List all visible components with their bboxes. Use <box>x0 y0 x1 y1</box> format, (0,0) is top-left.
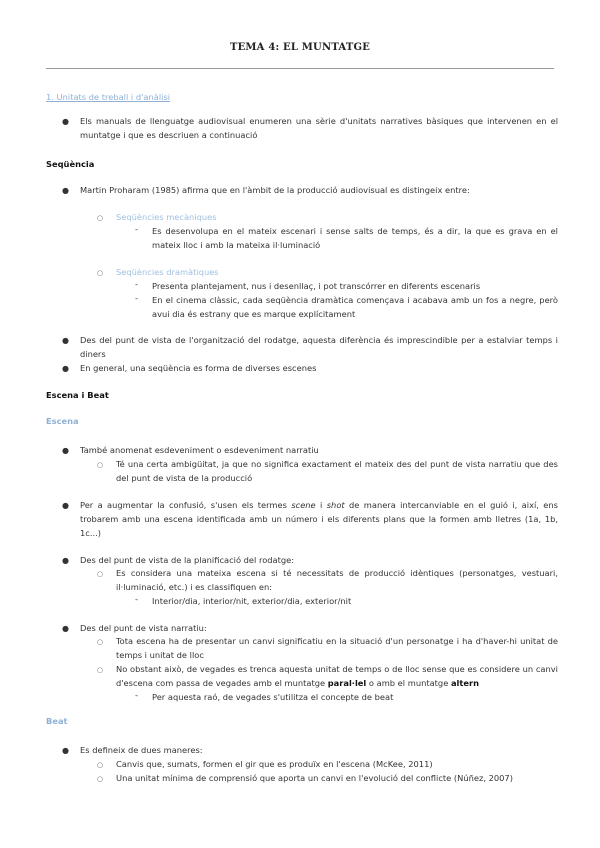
beat-item-1: Es defineix de dues maneres: <box>80 745 203 755</box>
circle-bullet-icon: ○ <box>97 570 104 578</box>
circle-bullet-icon: ○ <box>97 214 104 222</box>
subheading-escena: Escena <box>46 416 79 426</box>
subheading-beat: Beat <box>46 716 68 726</box>
dash-icon: - <box>135 293 138 303</box>
escena-item-2-mid: i <box>315 500 327 510</box>
bullet-icon: ● <box>62 186 69 195</box>
circle-bullet-icon: ○ <box>97 761 104 769</box>
title-divider <box>46 68 554 69</box>
term-scene: scene <box>291 500 316 510</box>
circle-bullet-icon: ○ <box>97 666 104 674</box>
dramatiques-item-2: En el cinema clàssic, cada seqüència dramàtica començava i acabava amb un fos a negre, però avui dia és estrany que es marque explícitament <box>152 295 558 319</box>
escena-item-4a: Tota escena ha de presentar un canvi significatiu en la situació d'un personatge i ha d'haver-hi unitat de temps i unitat de lloc <box>116 636 558 660</box>
escena-item-3a1: Interior/dia, interior/nit, exterior/dia, exterior/nit <box>152 596 352 606</box>
dash-icon: - <box>135 224 138 234</box>
bullet-icon: ● <box>62 446 69 455</box>
section-link-text[interactable]: 1. Unitats de treball i d'anàlisi <box>46 92 171 102</box>
heading-escena-beat: Escena i Beat <box>46 390 109 400</box>
bullet-icon: ● <box>62 117 69 126</box>
mecaniques-item: Es desenvolupa en el mateix escenari i sense salts de temps, és a dir, la que es grava en el mateix lloc i amb la mateixa il·luminació <box>152 226 558 250</box>
escena-item-2 <box>80 498 558 540</box>
term-parallel: paral·lel <box>327 678 367 688</box>
escena-item-4b-mid: o amb el muntatge <box>366 678 451 688</box>
dash-icon: - <box>135 594 138 604</box>
escena-item-4b1: Per aquesta raó, de vegades s'utilitza el concepte de beat <box>152 692 394 702</box>
term-altern: altern <box>450 678 479 688</box>
beat-item-1b: Una unitat mínima de comprensió que aporta un canvi en l'evolució del conflicte (Núñez, 2007) <box>116 773 513 783</box>
circle-bullet-icon: ○ <box>97 775 104 783</box>
heading-sequencia: Seqüència <box>46 159 95 169</box>
escena-item-3a: Es considera una mateixa escena si té necessitats de producció idèntiques (personatges, vestuari, il·luminació, etc.) i es classifiquen en: <box>116 568 558 592</box>
circle-bullet-icon: ○ <box>97 461 104 469</box>
section-link[interactable] <box>46 90 170 104</box>
escena-item-4b <box>116 662 558 690</box>
bullet-icon: ● <box>62 624 69 633</box>
bullet-icon: ● <box>62 364 69 373</box>
circle-bullet-icon: ○ <box>97 638 104 646</box>
sequencia-point-1: Des del punt de vista de l'organització del rodatge, aquesta diferència és imprescindible per a estalviar temps i diners <box>80 335 558 359</box>
page-title: TEMA 4: EL MUNTATGE <box>229 42 371 53</box>
sequencia-point-2: En general, una seqüència es forma de diverses escenes <box>80 363 317 373</box>
dash-icon: - <box>135 279 138 289</box>
label-dramatiques: Seqüències dramàtiques <box>116 267 219 277</box>
dash-icon: - <box>135 690 138 700</box>
term-shot: shot <box>326 500 345 510</box>
escena-item-3: Des del punt de vista de la planificació del rodatge: <box>80 555 295 565</box>
label-mecaniques: Seqüències mecàniques <box>116 212 217 222</box>
escena-item-1: També anomenat esdeveniment o esdeveniment narratiu <box>80 445 319 455</box>
bullet-icon: ● <box>62 336 69 345</box>
section1-bullet: Els manuals de llenguatge audiovisual enumeren una sèrie d'unitats narratives bàsiques que intervenen en el muntatge i que es descriuen a continuació <box>80 116 558 140</box>
escena-item-2-post: de manera intercanviable en el guió i, així, ens trobarem amb una escena identificada amb un número i els diferents plans que la formen amb lletres (1a, 1b, 1c...) <box>80 500 558 538</box>
escena-item-2-pre: Per a augmentar la confusió, s'usen els termes <box>80 500 292 510</box>
sequencia-intro: Martin Proharam (1985) afirma que en l'àmbit de la producció audiovisual es distingeix entre: <box>80 185 470 195</box>
escena-item-4: Des del punt de vista narratiu: <box>80 623 207 633</box>
bullet-icon: ● <box>62 746 69 755</box>
circle-bullet-icon: ○ <box>97 269 104 277</box>
dramatiques-item-1: Presenta plantejament, nus i desenllaç, i pot transcórrer en diferents escenaris <box>152 281 481 291</box>
escena-item-4b-pre: No obstant això, de vegades es trenca aquesta unitat de temps o de lloc sense que es considere un canvi d'escena com passa de vegades amb el muntatge <box>116 664 558 688</box>
bullet-icon: ● <box>62 501 69 510</box>
bullet-icon: ● <box>62 556 69 565</box>
escena-item-1a: Té una certa ambigüitat, ja que no significa exactament el mateix des del punt de vista narratiu que des del punt de vista de la producció <box>116 459 558 483</box>
beat-item-1a: Canvis que, sumats, formen el gir que es produïx en l'escena (McKee, 2011) <box>116 759 433 769</box>
